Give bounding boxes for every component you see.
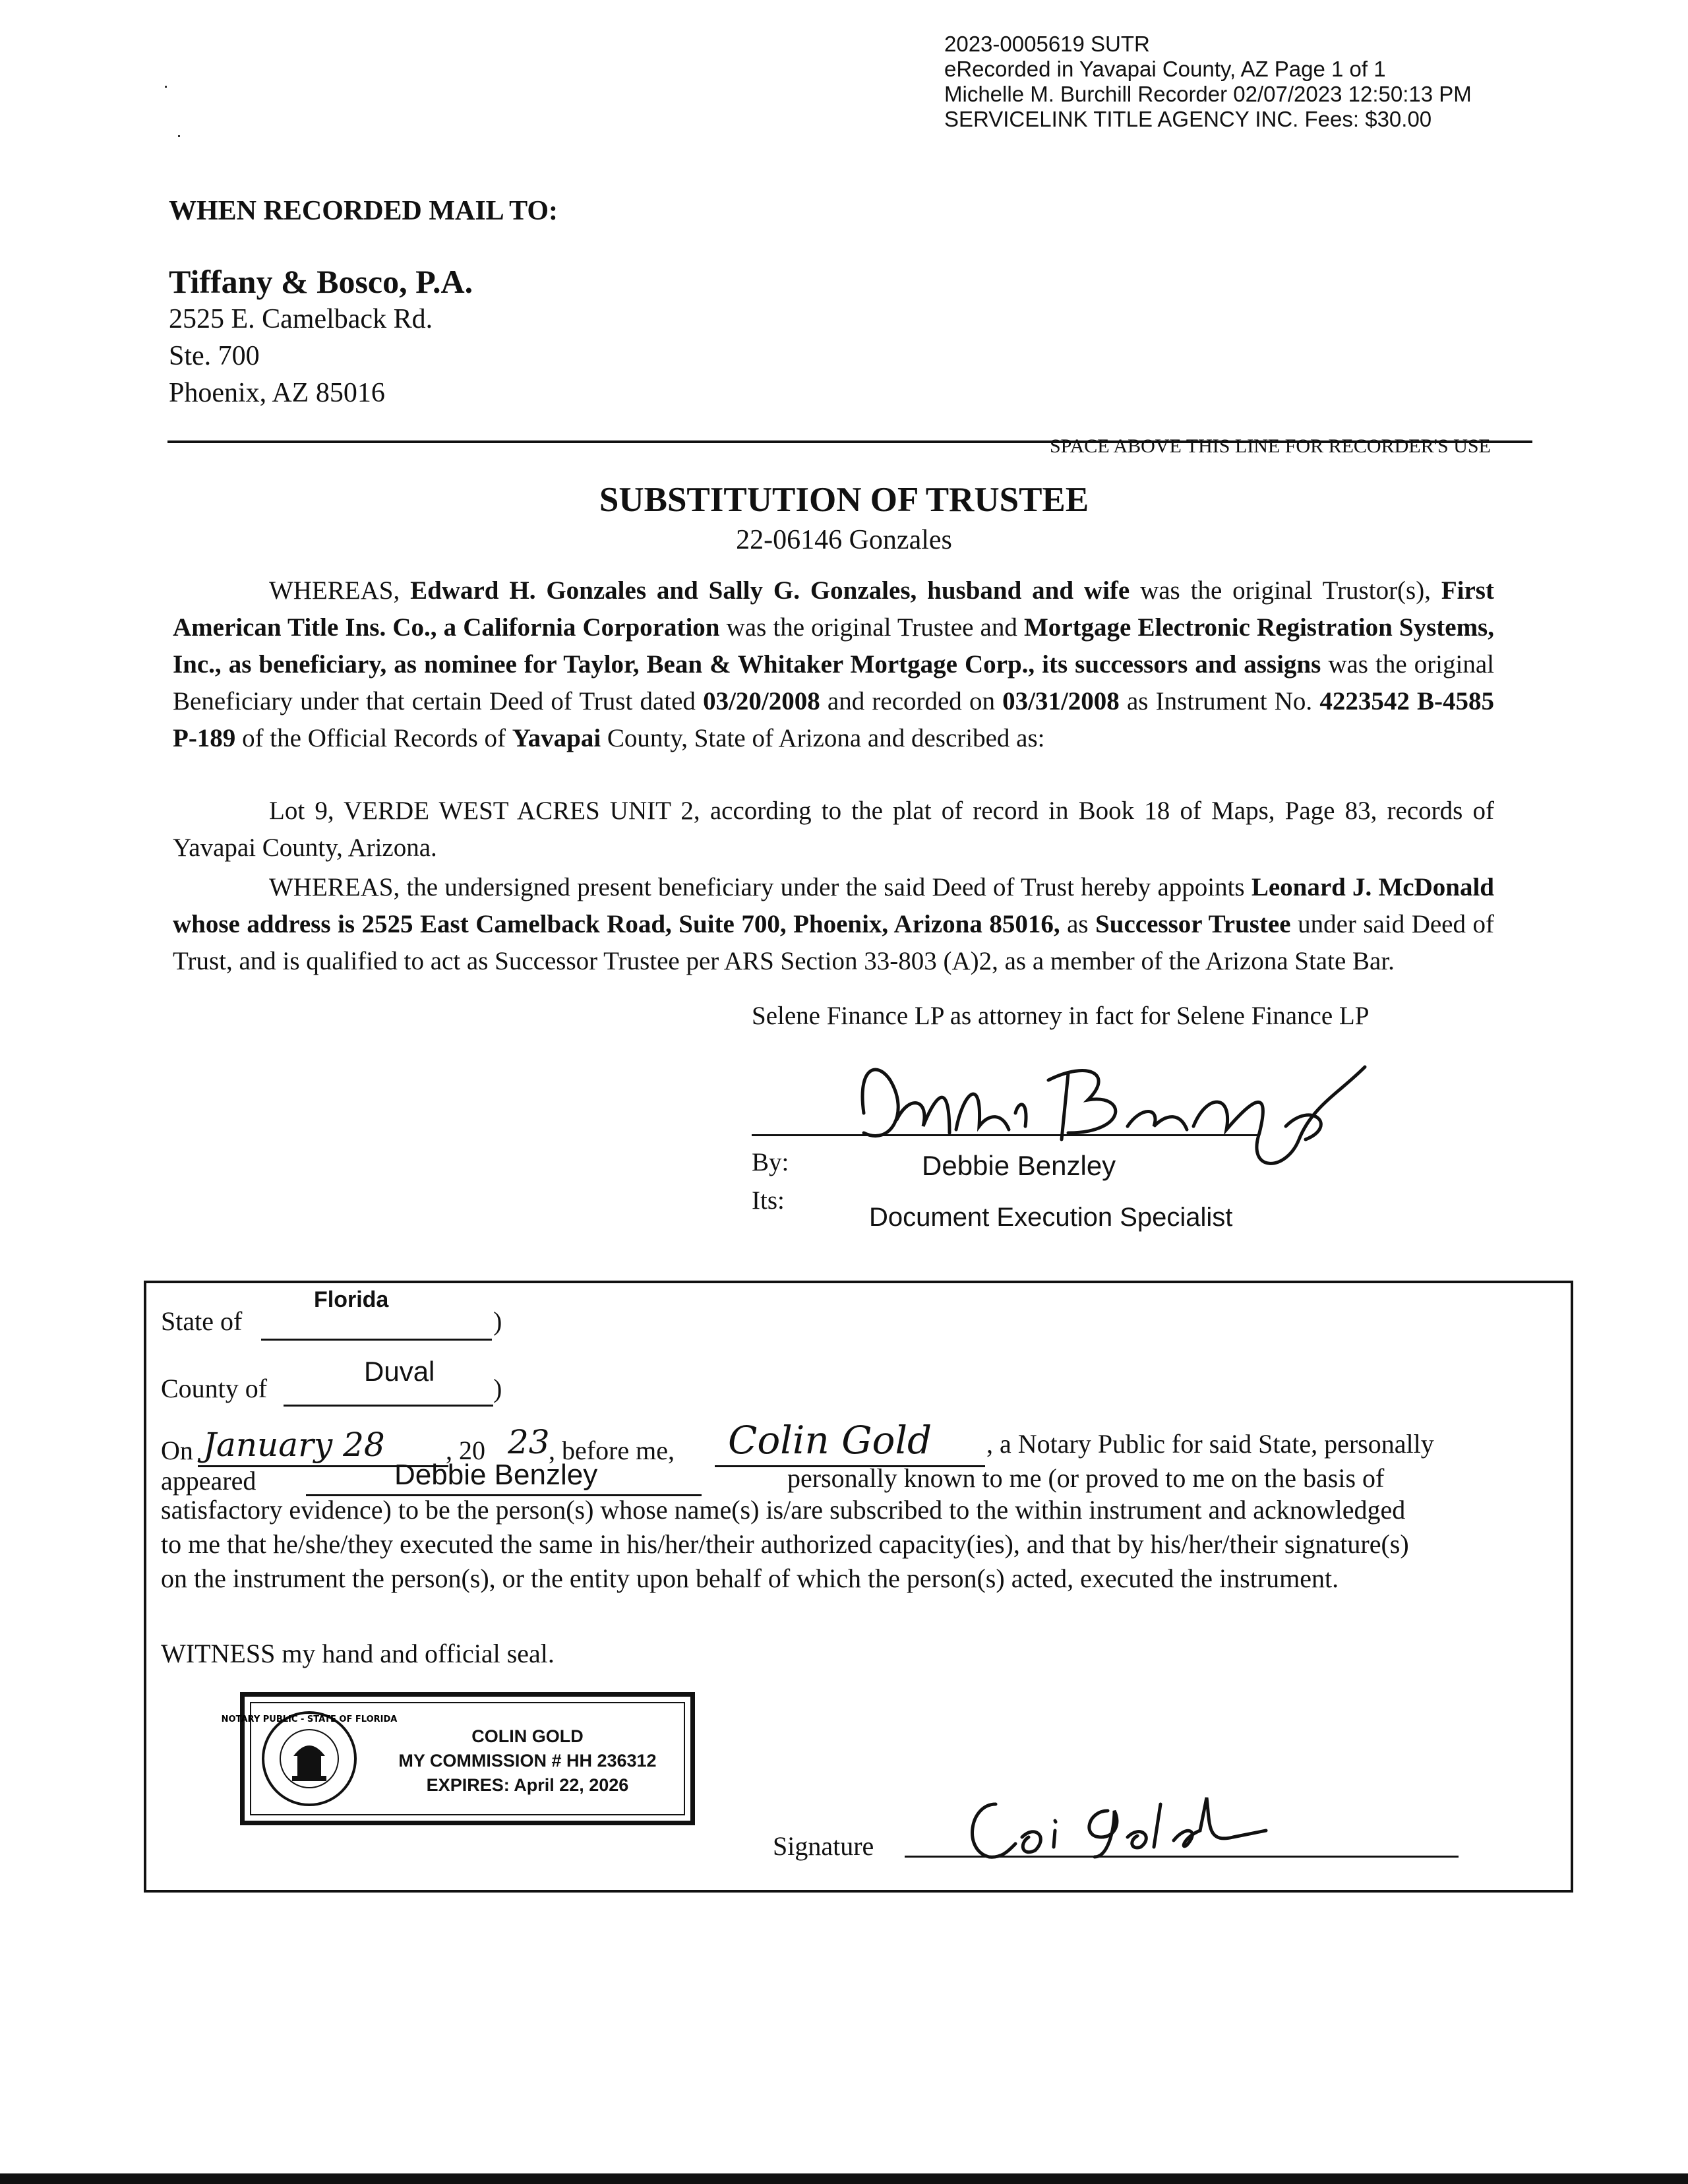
county-value: Duval (364, 1356, 435, 1387)
by-label: By: (752, 1148, 789, 1176)
scan-speck (165, 86, 167, 88)
para3-text: WHEREAS, the undersigned present beneficiary under the said Deed of Trust hereby appoints (269, 873, 1251, 901)
county-underline (284, 1405, 493, 1407)
recording-county: eRecorded in Yavapai County, AZ Page 1 of 1 (944, 57, 1386, 81)
signature-label: Signature (773, 1831, 874, 1861)
year-suffix: 23 (508, 1423, 550, 1461)
appeared-label: appeared (161, 1466, 256, 1496)
before-me-text: , before me, (549, 1436, 675, 1465)
stamp-text (377, 1724, 678, 1798)
notary-body-line3: on the instrument the person(s), or the entity upon behalf of which the person(s) acted, executed the instrument. (161, 1563, 1339, 1593)
para1-text: County, State of Arizona and described as: (601, 724, 1045, 752)
bottom-scan-edge (0, 2173, 1688, 2184)
instrument-number: 4223542 B-4585 P-189 (173, 687, 1495, 752)
mail-to-suite: Ste. 700 (169, 341, 260, 371)
successor-trustee-role: Successor Trustee (1095, 910, 1291, 938)
its-label: Its: (752, 1186, 785, 1215)
para1-text: was the original Trustee and (719, 613, 1024, 642)
para1-text: as Instrument No. (1119, 687, 1320, 715)
para1-text: WHEREAS, (269, 576, 411, 605)
paragraph-whereas-original (173, 572, 1494, 757)
scan-speck (178, 135, 180, 137)
para3-text: as (1060, 910, 1096, 938)
legal-description-text: Lot 9, VERDE WEST ACRES UNIT 2, according to the plat of record in Book 18 of Maps, Page 83, records of Yavapai County, Arizona. (173, 797, 1494, 862)
mail-to-city: Phoenix, AZ 85016 (169, 378, 385, 408)
recording-agency-fees: SERVICELINK TITLE AGENCY INC. Fees: $30.00 (944, 107, 1432, 131)
deed-date: 03/20/2008 (703, 687, 820, 715)
recorded-date: 03/31/2008 (1002, 687, 1120, 715)
recording-number: 2023-0005619 SUTR (944, 32, 1150, 56)
florida-notary-seal-icon (221, 1709, 398, 1809)
para1-text: of the Official Records of (235, 724, 512, 752)
stamp-expires: EXPIRES: April 22, 2026 (426, 1775, 629, 1795)
recorder-timestamp: Michelle M. Burchill Recorder 02/07/2023 12:50:13 PM (944, 82, 1472, 106)
original-beneficiary: Mortgage Electronic Registration Systems, Inc., as beneficiary, as nominee for Taylor, Bean & Whitaker Mortgage Corp., its successors and assigns (173, 613, 1494, 679)
notary-public-text: , a Notary Public for said State, personally (986, 1429, 1434, 1459)
state-underline (261, 1339, 492, 1341)
para1-text: was the original Beneficiary under that certain Deed of Trust dated (173, 650, 1494, 715)
para1-text: and recorded on (820, 687, 1003, 715)
paragraph-appointment (173, 869, 1494, 980)
appeared-name: Debbie Benzley (394, 1459, 598, 1491)
original-trustee: First American Title Ins. Co., a California Corporation (173, 576, 1494, 642)
trustors: Edward H. Gonzales and Sally G. Gonzales, husband and wife (410, 576, 1130, 605)
colin-gold-signature (956, 1784, 1273, 1870)
notary-stamp (221, 1692, 695, 1825)
year-prefix: , 20 (446, 1436, 485, 1465)
signer-title: Document Execution Specialist (869, 1203, 1233, 1232)
file-reference: 22-06146 Gonzales (736, 525, 952, 555)
witness-line: WITNESS my hand and official seal. (161, 1639, 555, 1668)
county-paren: ) (493, 1374, 502, 1403)
successor-trustee-name: Leonard J. McDonald whose address is 2525 East Camelback Road, Suite 700, Phoenix, Arizona 85016, (173, 873, 1494, 938)
recording-header (944, 32, 1472, 132)
known-text: personally known to me (or proved to me on the basis of (787, 1463, 1385, 1493)
notary-body-line1: satisfactory evidence) to be the person(s) whose name(s) is/are subscribed to the within instrument and acknowledged (161, 1495, 1406, 1525)
attorney-in-fact-line: Selene Finance LP as attorney in fact for Selene Finance LP (752, 1002, 1370, 1030)
mail-to-name: Tiffany & Bosco, P.A. (169, 263, 473, 300)
para3-text: under said Deed of Trust, and is qualified to act as Successor Trustee per ARS Section 33-803 (A)2, as a member of the Arizona State Bar. (173, 910, 1494, 975)
state-label: State of (161, 1306, 243, 1336)
signature-line (752, 1134, 1259, 1136)
signer-name: Debbie Benzley (922, 1150, 1116, 1181)
para1-text: was the original Trustor(s), (1130, 576, 1441, 605)
mail-to-street: 2525 E. Camelback Rd. (169, 304, 433, 334)
mail-to-label: WHEN RECORDED MAIL TO: (169, 196, 558, 226)
stamp-commission: MY COMMISSION # HH 236312 (398, 1751, 657, 1771)
state-paren: ) (493, 1306, 502, 1336)
notary-body-line2: to me that he/she/they executed the same in his/her/their authorized capacity(ies), and that by his/her/their signature(s) (161, 1529, 1409, 1559)
county-label: County of (161, 1374, 268, 1403)
document-title: SUBSTITUTION OF TRUSTEE (599, 481, 1089, 519)
notary-name-handwritten: Colin Gold (728, 1418, 932, 1463)
state-value: Florida (314, 1287, 389, 1312)
recorder-note: SPACE ABOVE THIS LINE FOR RECORDER'S USE (1050, 435, 1491, 457)
acknowledgment-date: January 28 (203, 1426, 385, 1464)
county-name: Yavapai (512, 724, 601, 752)
on-label: On (161, 1436, 193, 1465)
stamp-name: COLIN GOLD (471, 1726, 584, 1746)
legal-description (173, 793, 1494, 866)
seal-text: NOTARY PUBLIC - STATE OF FLORIDA (221, 1714, 398, 1724)
